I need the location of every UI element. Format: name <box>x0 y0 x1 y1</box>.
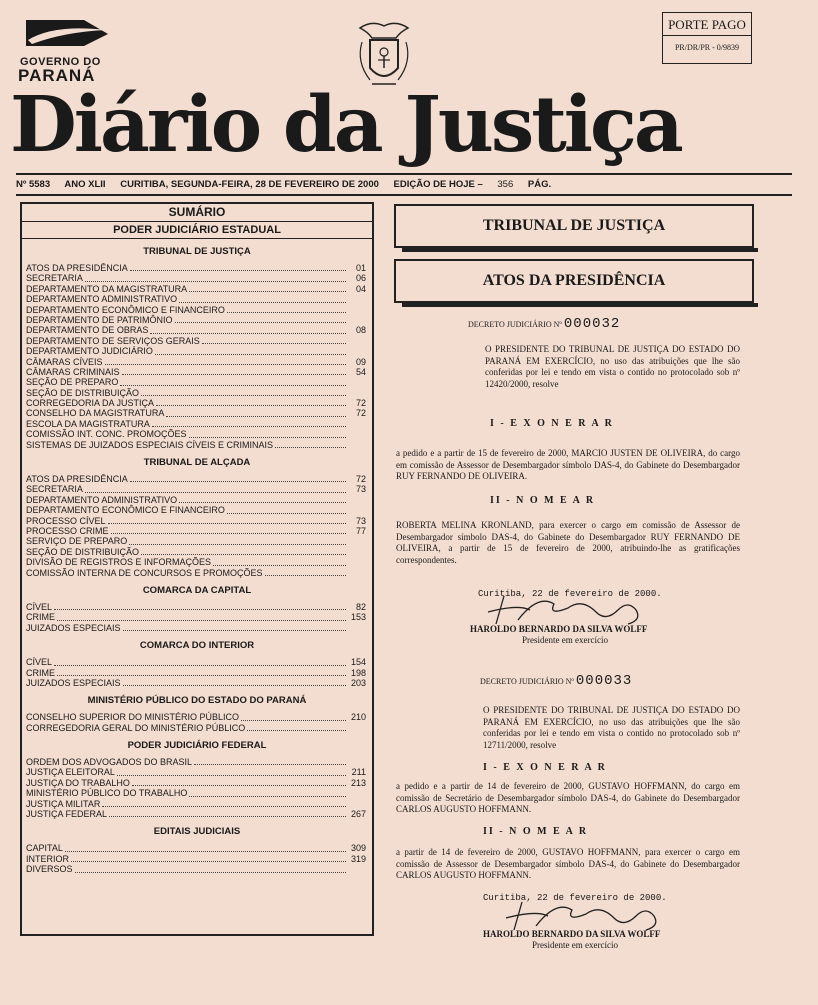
summary-entry-leader <box>105 357 346 365</box>
summary-entry-leader <box>117 767 346 775</box>
issue-page-count: 356 <box>497 179 514 190</box>
summary-entry-page <box>348 429 366 439</box>
summary-entry-page: 73 <box>355 515 366 526</box>
summary-entry-page: 72 <box>355 398 366 409</box>
summary-entry <box>22 767 372 777</box>
logo-gov-line: GOVERNO DO <box>20 56 101 68</box>
summary-entry-leader <box>132 778 346 786</box>
summary-entry-page: 73 <box>355 484 366 495</box>
summary-entry <box>22 668 372 678</box>
decree-2-signer-role: Presidente em exercício <box>532 940 618 950</box>
summary-entry-page <box>348 799 366 809</box>
decree-1-intro: O PRESIDENTE DO TRIBUNAL DE JUSTIÇA DO ESTADO DO PARANÁ EM EXERCÍCIO, no uso das atribuições que lhe são conferidas por lei e tendo em vista o contido no protocolado sob nº 12420/2000, resolve <box>485 344 740 389</box>
summary-entry-leader <box>150 325 346 333</box>
decree-1-signer-name: HAROLDO BERNARDO DA SILVA WOLFF <box>470 624 648 634</box>
summary-entry-page <box>348 315 366 325</box>
summary-entry-leader <box>108 516 346 524</box>
summary-entry <box>22 357 372 367</box>
summary-entry <box>22 557 372 567</box>
summary-entry-label: CAPITAL <box>26 843 63 854</box>
summary-entry-leader <box>111 526 346 534</box>
summary-entry-leader <box>71 854 346 862</box>
newspaper-title: Diário da Justiça <box>10 80 681 170</box>
logo-state-line: PARANÁ <box>18 66 96 85</box>
decree-1-para-exonerar: a pedido e a partir de 15 de fevereiro de 2000, MARCIO JUSTEN DE OLIVEIRA, do cargo em comissão de Assessor de Desembargador símbolo DAS-4, do Gabinete do Desembargador RUY FERNANDO DE OLIVEIRA. <box>396 448 740 481</box>
summary-entry-page <box>348 305 366 315</box>
summary-entry <box>22 788 372 798</box>
summary-entry <box>22 273 372 283</box>
decree-2-number: 000033 <box>575 673 633 689</box>
summary-entry-leader <box>54 602 346 610</box>
summary-entry-label: SECRETARIA <box>26 273 83 284</box>
decree-1-section-nomear: II - N O M E A R <box>490 495 596 506</box>
summary-entry <box>22 440 372 450</box>
summary-subtitle: PODER JUDICIÁRIO ESTADUAL <box>22 222 372 239</box>
summary-entry-page <box>348 547 366 557</box>
summary-entry <box>22 388 372 398</box>
summary-entry <box>22 516 372 526</box>
summary-entry-page: 04 <box>355 283 366 294</box>
summary-entry-leader <box>123 678 346 686</box>
summary-entry-leader <box>141 388 346 396</box>
issue-number: Nº 5583 <box>16 179 51 190</box>
summary-entry <box>22 398 372 408</box>
summary-entry-label: COMISSÃO INT. CONC. PROMOÇÕES <box>26 429 187 440</box>
summary-entry-page: 54 <box>355 366 366 377</box>
summary-entry <box>22 419 372 429</box>
summary-entry-label: PROCESSO CÍVEL <box>26 515 106 526</box>
decree-2-intro: O PRESIDENTE DO TRIBUNAL DE JUSTIÇA DO ESTADO DO PARANÁ EM EXERCÍCIO, no uso das atribuições que lhe são conferidas por lei e tendo em vista o contido no protocolado sob nº 12711/2000, resolve <box>483 705 740 750</box>
summary-entry-page <box>348 294 366 304</box>
summary-entry <box>22 678 372 688</box>
summary-entry-label: SERVIÇO DE PREPARO <box>26 536 128 547</box>
summary-entry-label: PROCESSO CRIME <box>26 525 109 536</box>
issue-info-bar <box>16 173 792 196</box>
summary-entry-label: SECRETARIA <box>26 484 83 495</box>
summary-entry-page <box>348 557 366 567</box>
summary-entry-page <box>348 568 366 578</box>
summary-entry-leader <box>109 809 346 817</box>
decree-1-signer-role: Presidente em exercício <box>522 635 608 645</box>
issue-edition: EDIÇÃO DE HOJE – <box>393 179 483 190</box>
summary-entry-label: CRIME <box>26 667 55 678</box>
decree-2-section-exonerar: I - E X O N E R A R <box>483 762 607 773</box>
summary-entry-leader <box>152 419 346 427</box>
summary-entry-leader <box>166 408 346 416</box>
parana-flag-logo-icon <box>24 16 110 54</box>
summary-entry-leader <box>130 474 346 482</box>
summary-entry-page <box>348 864 366 874</box>
summary-entry <box>22 305 372 315</box>
summary-box <box>20 202 374 936</box>
summary-entry-label: CONSELHO DA MAGISTRATURA <box>26 408 165 419</box>
summary-entry-leader <box>123 623 346 631</box>
summary-entry-leader <box>189 788 346 796</box>
decree-2-signer-name: HAROLDO BERNARDO DA SILVA WOLFF <box>483 929 661 939</box>
summary-entry <box>22 377 372 387</box>
summary-section-heading: COMARCA DA CAPITAL <box>142 584 252 596</box>
decree-2-section-nomear: II - N O M E A R <box>483 826 589 837</box>
summary-entry-leader <box>155 346 346 354</box>
summary-entry-leader <box>194 757 346 765</box>
summary-entry-page: 319 <box>350 853 366 864</box>
summary-entry-label: DEPARTAMENTO ADMINISTRATIVO <box>26 494 178 505</box>
decree-1-date: Curitiba, 22 de fevereiro de 2000. <box>478 589 662 599</box>
summary-section-heading: TRIBUNAL DE JUSTIÇA <box>143 246 251 257</box>
summary-entry <box>22 505 372 515</box>
summary-entry <box>22 854 372 864</box>
summary-entry-label: CORREGEDORIA GERAL DO MINISTÉRIO PÚBLICO <box>26 722 246 733</box>
summary-entry-leader <box>179 294 346 302</box>
summary-entry-leader <box>54 657 346 665</box>
summary-entry <box>22 799 372 809</box>
issue-year: ANO XLII <box>64 179 106 190</box>
summary-entry-label: CÂMARAS CRIMINAIS <box>26 366 120 377</box>
summary-entry-page <box>348 377 366 387</box>
summary-entry-leader <box>85 484 346 492</box>
porte-pago-code: PR/DR/PR - 0/9839 <box>674 43 739 52</box>
summary-entry <box>22 864 372 874</box>
summary-entry <box>22 408 372 418</box>
summary-entry <box>22 602 372 612</box>
summary-entry-label: MINISTÉRIO PÚBLICO DO TRABALHO <box>26 788 188 799</box>
summary-entry-page: 198 <box>350 667 366 678</box>
summary-entry-leader <box>57 612 346 620</box>
summary-entry <box>22 429 372 439</box>
summary-section-heading: TRIBUNAL DE ALÇADA <box>143 457 251 469</box>
summary-entry <box>22 346 372 356</box>
summary-entry-page <box>348 346 366 356</box>
summary-entry-page <box>348 623 366 633</box>
summary-entry-label: INTERIOR <box>26 853 70 864</box>
summary-entry-label: ATOS DA PRESIDÊNCIA <box>26 474 128 485</box>
summary-entry <box>22 612 372 622</box>
decree-2-date: Curitiba, 22 de fevereiro de 2000. <box>483 893 667 903</box>
summary-entry <box>22 294 372 304</box>
summary-entry-label: SISTEMAS DE JUIZADOS ESPECIAIS CÍVEIS E CRIMINAIS <box>26 439 274 450</box>
summary-section-heading: PODER JUDICIÁRIO FEDERAL <box>127 740 267 752</box>
summary-entry-leader <box>57 668 346 676</box>
summary-entry-leader <box>213 557 346 565</box>
summary-entry-page: 01 <box>355 263 366 273</box>
summary-entry-page: 77 <box>355 525 366 536</box>
summary-entry <box>22 536 372 546</box>
summary-entry-label: DEPARTAMENTO DE PATRIMÔNIO <box>26 314 173 325</box>
summary-entry-leader <box>120 377 346 385</box>
section-box-atos: ATOS DA PRESIDÊNCIA <box>394 259 754 303</box>
summary-entry-page: 309 <box>350 843 366 854</box>
decree-2-header <box>480 673 632 689</box>
summary-entry-label: SEÇÃO DE PREPARO <box>26 377 119 388</box>
summary-entry-label: JUSTIÇA ELEITORAL <box>26 767 115 778</box>
summary-entry <box>22 843 372 853</box>
issue-date: CURITIBA, SEGUNDA-FEIRA, 28 DE FEVEREIRO DE 2000 <box>120 179 379 190</box>
summary-entry-page: 154 <box>350 657 366 668</box>
summary-sections <box>22 245 372 875</box>
summary-entry-page <box>348 419 366 429</box>
summary-entry <box>22 657 372 667</box>
porte-pago-stamp <box>662 12 752 64</box>
porte-pago-title: PORTE PAGO <box>663 17 751 36</box>
summary-entry-page: 153 <box>350 612 366 623</box>
summary-title: SUMÁRIO <box>22 204 372 222</box>
summary-entry <box>22 495 372 505</box>
summary-entry-page: 82 <box>355 601 366 612</box>
issue-pag-label: PÁG. <box>527 179 552 190</box>
decree-1-label: DECRETO JUDICIÁRIO Nº <box>468 320 562 329</box>
summary-entry-leader <box>227 305 346 313</box>
summary-entry-page <box>348 757 366 767</box>
summary-entry-label: DEPARTAMENTO DA MAGISTRATURA <box>26 283 188 294</box>
summary-entry-leader <box>175 315 346 323</box>
summary-entry-label: DEPARTAMENTO ADMINISTRATIVO <box>26 294 178 305</box>
summary-entry-leader <box>85 273 346 281</box>
summary-entry <box>22 526 372 536</box>
summary-entry <box>22 315 372 325</box>
summary-entry <box>22 484 372 494</box>
summary-entry-page <box>348 336 366 346</box>
summary-entry <box>22 778 372 788</box>
summary-entry-leader <box>75 864 346 872</box>
summary-entry <box>22 757 372 767</box>
summary-entry-label: JUIZADOS ESPECIAIS <box>26 622 121 633</box>
decree-1-para-nomear: ROBERTA MELINA KRONLAND, para exercer o cargo em comissão de Assessor de Desembargador símbolo DAS-4, do Gabinete do Desembargador RUY FERNANDO DE OLIVEIRA, a partir de 15 de fevereiro de 2000, atribuindo-lhe as gratificações correspondentes. <box>396 520 740 565</box>
summary-entry-label: ATOS DA PRESIDÊNCIA <box>26 263 128 273</box>
summary-entry-label: JUIZADOS ESPECIAIS <box>26 677 121 688</box>
summary-entry <box>22 547 372 557</box>
summary-entry <box>22 623 372 633</box>
summary-entry-label: ORDEM DOS ADVOGADOS DO BRASIL <box>26 757 193 768</box>
decree-1-header <box>468 316 620 332</box>
summary-entry-page <box>348 495 366 505</box>
summary-entry-leader <box>156 398 346 406</box>
summary-section-heading: COMARCA DO INTERIOR <box>139 640 255 652</box>
summary-entry-leader <box>129 536 346 544</box>
decree-2-para-exonerar: a pedido e a partir de 14 de fevereiro de 2000, GUSTAVO HOFFMANN, do cargo em comissão de Secretário de Desembargador símbolo DAS-4, do Gabinete do Desembargador CARLOS AUGUSTO HOFFMANN. <box>396 781 740 814</box>
summary-entry-leader <box>122 367 346 375</box>
summary-entry-label: DEPARTAMENTO ECONÔMICO E FINANCEIRO <box>26 505 225 516</box>
decree-2-label: DECRETO JUDICIÁRIO Nº <box>480 677 574 686</box>
summary-entry <box>22 284 372 294</box>
summary-entry-leader <box>141 547 346 555</box>
summary-entry-page <box>348 440 366 450</box>
summary-entry-label: JUSTIÇA FEDERAL <box>26 809 108 820</box>
summary-entry-leader <box>227 505 346 513</box>
summary-entry-page: 06 <box>355 273 366 284</box>
summary-entry-leader <box>102 799 346 807</box>
summary-entry-page <box>348 388 366 398</box>
summary-section-heading: EDITAIS JUDICIAIS <box>153 826 241 838</box>
summary-entry-leader <box>265 568 346 576</box>
summary-entry-label: DEPARTAMENTO DE OBRAS <box>26 325 149 336</box>
summary-entry-leader <box>189 284 346 292</box>
summary-entry-page: 211 <box>351 767 366 778</box>
section-box-tribunal: TRIBUNAL DE JUSTIÇA <box>394 204 754 248</box>
summary-entry-label: SEÇÃO DE DISTRIBUIÇÃO <box>26 387 140 398</box>
summary-entry-leader <box>179 495 346 503</box>
decree-1-section-exonerar: I - E X O N E R A R <box>490 418 614 429</box>
summary-entry-label: JUSTIÇA DO TRABALHO <box>26 777 130 788</box>
summary-entry-leader <box>247 723 346 731</box>
summary-entry-leader <box>275 440 346 448</box>
summary-entry-page: 210 <box>350 712 366 723</box>
summary-entry-leader <box>189 429 346 437</box>
summary-entry-label: DEPARTAMENTO DE SERVIÇOS GERAIS <box>26 335 200 346</box>
summary-entry-leader <box>202 336 346 344</box>
summary-entry-page <box>348 505 366 515</box>
summary-entry-page: 08 <box>355 325 366 336</box>
summary-entry-label: DIVERSOS <box>26 864 73 875</box>
summary-section-heading: MINISTÉRIO PÚBLICO DO ESTADO DO PARANÁ <box>87 695 307 707</box>
summary-entry-page <box>348 536 366 546</box>
summary-entry-page: 72 <box>355 474 366 485</box>
summary-entry-page: 72 <box>355 408 366 419</box>
summary-entry-label: CRIME <box>26 612 55 623</box>
summary-entry-label: CÍVEL <box>26 601 53 612</box>
summary-entry <box>22 568 372 578</box>
summary-entry <box>22 809 372 819</box>
summary-entry-page <box>348 723 366 733</box>
summary-entry-label: ESCOLA DA MAGISTRATURA <box>26 418 150 429</box>
summary-entry <box>22 474 372 484</box>
summary-entry-label: DEPARTAMENTO ECONÔMICO E FINANCEIRO <box>26 304 225 315</box>
summary-entry-label: DEPARTAMENTO JUDICIÁRIO <box>26 346 153 357</box>
summary-entry-leader <box>241 712 346 720</box>
summary-entry-leader <box>130 263 346 271</box>
decree-2-para-nomear: a partir de 14 de fevereiro de 2000, GUSTAVO HOFFMANN, para exercer o cargo em comissão de Assessor de Desembargador símbolo DAS-4, do Gabinete do Desembargador CARLOS AUGUSTO HOFFMANN. <box>396 847 740 880</box>
summary-entry <box>22 336 372 346</box>
summary-entry <box>22 263 372 273</box>
summary-entry-label: CÂMARAS CÍVEIS <box>26 356 103 367</box>
summary-entry-page: 203 <box>350 677 366 688</box>
summary-entry-label: CORREGEDORIA DA JUSTIÇA <box>26 398 155 409</box>
summary-entry <box>22 325 372 335</box>
summary-entry-page: 267 <box>350 809 366 820</box>
summary-entry-label: JUSTIÇA MILITAR <box>26 798 101 809</box>
summary-entry-label: CONSELHO SUPERIOR DO MINISTÉRIO PÚBLICO <box>26 712 240 723</box>
summary-entry <box>22 723 372 733</box>
summary-entry-leader <box>65 843 346 851</box>
summary-entry-label: DIVISÃO DE REGISTROS E INFORMAÇÕES <box>26 557 212 568</box>
summary-entry-label: SEÇÃO DE DISTRIBUIÇÃO <box>26 546 140 557</box>
summary-entry <box>22 367 372 377</box>
summary-entry-page: 09 <box>355 356 366 367</box>
decree-1-number: 000032 <box>563 316 621 332</box>
summary-entry-page: 213 <box>350 777 366 788</box>
summary-entry <box>22 712 372 722</box>
summary-entry-label: CÍVEL <box>26 657 53 668</box>
summary-entry-page <box>348 788 366 798</box>
summary-entry-label: COMISSÃO INTERNA DE CONCURSOS E PROMOÇÕES <box>26 567 263 578</box>
